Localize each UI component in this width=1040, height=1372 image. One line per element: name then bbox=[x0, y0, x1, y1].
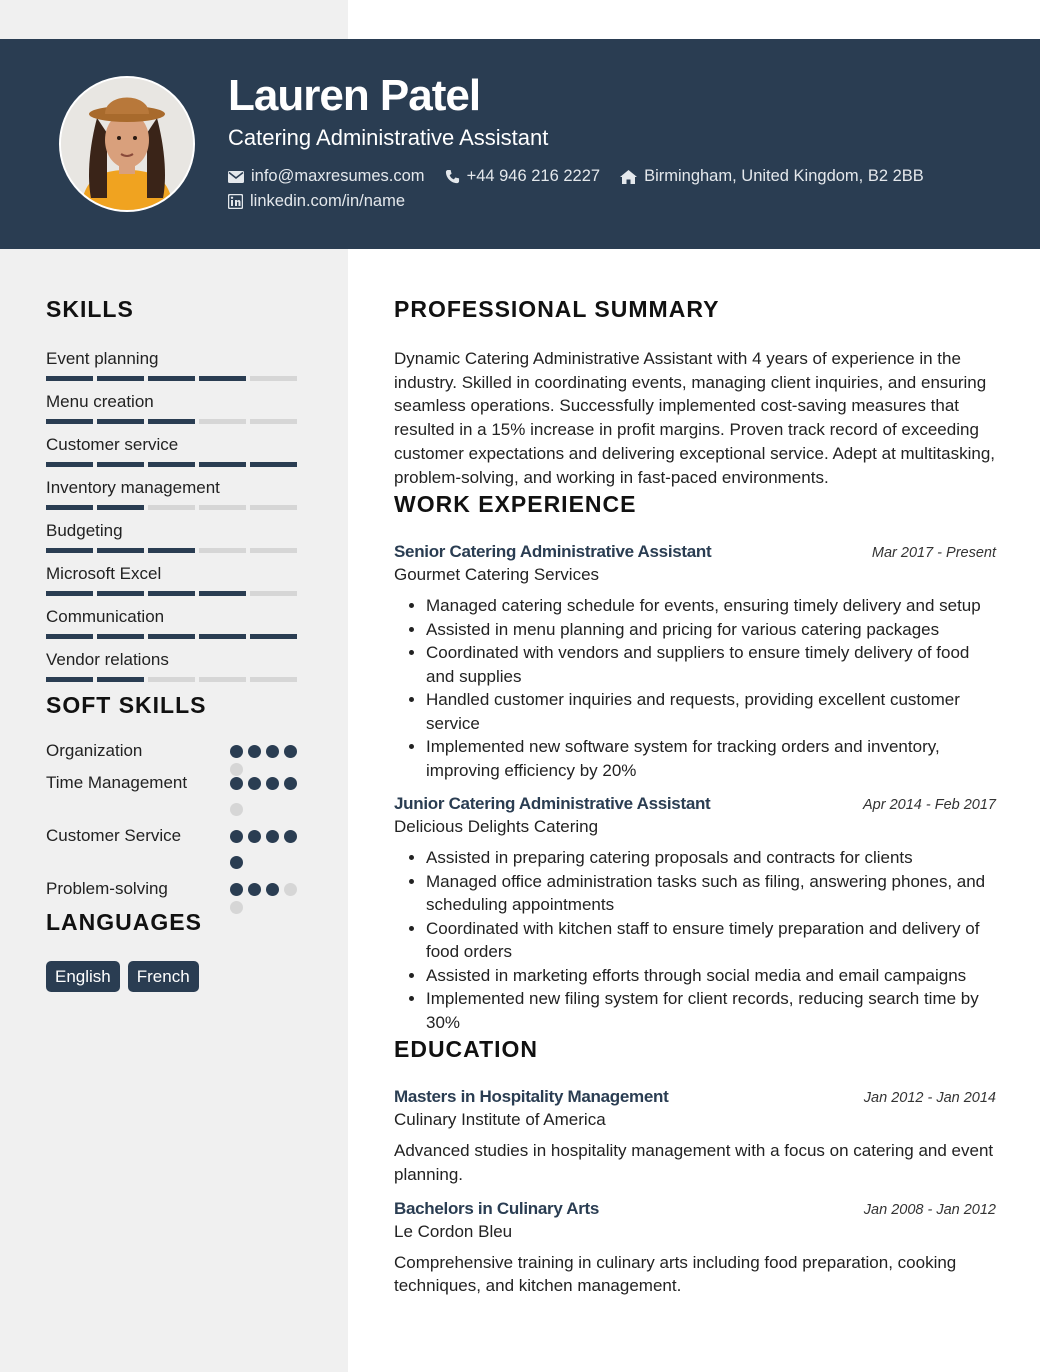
rating-dot bbox=[230, 901, 243, 914]
skill-level-segment bbox=[148, 591, 195, 596]
skill-level-segment bbox=[199, 591, 246, 596]
phone-icon bbox=[445, 169, 460, 184]
skill-item bbox=[46, 606, 302, 649]
rating-dot bbox=[230, 856, 243, 869]
rating-dot bbox=[248, 745, 261, 758]
language-chip: French bbox=[128, 961, 199, 992]
job-entry bbox=[394, 794, 996, 1034]
skill-item bbox=[46, 434, 302, 477]
skill-level-segment bbox=[97, 591, 144, 596]
skills-list bbox=[46, 348, 302, 692]
rating-dot bbox=[248, 883, 261, 896]
email-contact[interactable] bbox=[228, 167, 425, 186]
skill-level-bar bbox=[46, 462, 302, 467]
skill-level-segment bbox=[250, 677, 297, 682]
soft-skills-list bbox=[46, 739, 302, 910]
languages-heading: LANGUAGES bbox=[46, 909, 202, 935]
skill-level-segment bbox=[97, 505, 144, 510]
soft-skill-rating bbox=[230, 877, 302, 910]
contact-row bbox=[228, 167, 944, 186]
soft-skill-label: Customer Service bbox=[46, 826, 182, 845]
job-dates: Apr 2014 - Feb 2017 bbox=[862, 797, 996, 814]
home-icon bbox=[620, 170, 637, 184]
skill-level-bar bbox=[46, 548, 302, 553]
skill-level-segment bbox=[46, 677, 93, 682]
skill-level-segment bbox=[199, 419, 246, 424]
rating-dot bbox=[266, 745, 279, 758]
skill-level-bar bbox=[46, 505, 302, 510]
contact-row-2 bbox=[228, 192, 425, 211]
email-text: info@maxresumes.com bbox=[251, 167, 425, 185]
skill-level-segment bbox=[250, 548, 297, 553]
soft-skills-heading: SOFT SKILLS bbox=[46, 692, 207, 718]
degree-title: Bachelors in Culinary Arts bbox=[394, 1198, 600, 1218]
skill-item bbox=[46, 477, 302, 520]
soft-skill-item bbox=[46, 771, 302, 824]
address-contact bbox=[620, 167, 924, 186]
job-bullets bbox=[394, 846, 996, 1034]
profile-photo bbox=[59, 76, 195, 212]
soft-skill-label: Problem-solving bbox=[46, 879, 168, 898]
job-bullet: • Assisted in menu planning and pricing for various catering packages bbox=[426, 618, 996, 642]
skill-item bbox=[46, 348, 302, 391]
education-entry bbox=[394, 1199, 996, 1298]
skill-level-segment bbox=[199, 505, 246, 510]
soft-skill-rating bbox=[230, 771, 302, 824]
skill-label: Communication bbox=[46, 607, 165, 626]
rating-dot bbox=[284, 777, 297, 790]
skill-level-segment bbox=[199, 677, 246, 682]
language-chip: English bbox=[46, 961, 120, 992]
soft-skill-label: Time Management bbox=[46, 773, 188, 792]
candidate-title: Catering Administrative Assistant bbox=[228, 125, 549, 150]
rating-dot bbox=[284, 830, 297, 843]
skill-level-segment bbox=[250, 462, 297, 467]
soft-skill-item bbox=[46, 877, 302, 910]
job-header bbox=[394, 794, 996, 814]
skill-label: Vendor relations bbox=[46, 650, 169, 669]
job-bullet: • Coordinated with vendors and suppliers to ensure timely delivery of food and supplies bbox=[426, 641, 996, 688]
linkedin-contact[interactable] bbox=[228, 192, 405, 211]
skill-level-segment bbox=[148, 677, 195, 682]
skill-level-segment bbox=[46, 634, 93, 639]
rating-dot bbox=[266, 883, 279, 896]
job-header bbox=[394, 542, 996, 562]
skill-level-segment bbox=[97, 376, 144, 381]
job-bullet: • Managed catering schedule for events, ensuring timely delivery and setup bbox=[426, 594, 996, 618]
rating-dot bbox=[284, 745, 297, 758]
skill-level-segment bbox=[250, 591, 297, 596]
linkedin-icon bbox=[228, 194, 243, 209]
skill-level-segment bbox=[46, 462, 93, 467]
skill-level-segment bbox=[97, 462, 144, 467]
envelope-icon bbox=[228, 171, 244, 183]
experience-list bbox=[394, 542, 996, 1034]
education-heading: EDUCATION bbox=[394, 1036, 539, 1063]
job-title: Junior Catering Administrative Assistant bbox=[394, 794, 711, 814]
skill-level-segment bbox=[199, 634, 246, 639]
skill-level-segment bbox=[199, 462, 246, 467]
skill-item bbox=[46, 391, 302, 434]
skill-item bbox=[46, 563, 302, 606]
rating-dot bbox=[266, 777, 279, 790]
header-banner bbox=[0, 39, 1040, 249]
job-bullet: • Assisted in marketing efforts through social media and email campaigns bbox=[426, 964, 996, 988]
rating-dot bbox=[284, 883, 297, 896]
skill-level-segment bbox=[199, 376, 246, 381]
education-description: Advanced studies in hospitality management with a focus on catering and event planning. bbox=[394, 1141, 994, 1184]
rating-dot bbox=[248, 777, 261, 790]
phone-text: +44 946 216 2227 bbox=[466, 167, 601, 185]
job-entry bbox=[394, 542, 996, 782]
job-bullet: • Handled customer inquiries and requests, providing excellent customer service bbox=[426, 688, 996, 735]
skill-level-segment bbox=[250, 376, 297, 381]
job-bullets bbox=[394, 594, 996, 782]
skill-level-segment bbox=[250, 505, 297, 510]
summary-text: Dynamic Catering Administrative Assistant with 4 years of experience in the industry. Skilled in coordinating events, managing client inquiries, and ensuring seamless operations. Successfully implemented cost-saving measures that resulted in a 15% increase in profit margins. Proven track record of exceeding customer expectations and delivering exceptional service. Adept at multitasking, problem-solving, and working in fast-paced environments. bbox=[394, 349, 995, 487]
degree-title: Masters in Hospitality Management bbox=[394, 1087, 669, 1107]
job-dates: Mar 2017 - Present bbox=[871, 545, 996, 562]
soft-skill-rating bbox=[230, 824, 302, 877]
skill-label: Customer service bbox=[46, 435, 179, 454]
skill-level-segment bbox=[148, 462, 195, 467]
job-bullet: • Coordinated with kitchen staff to ensure timely preparation and delivery of food orders bbox=[426, 917, 996, 964]
education-list bbox=[394, 1087, 996, 1298]
rating-dot bbox=[248, 830, 261, 843]
education-description: Comprehensive training in culinary arts including food preparation, cooking techniques, and kitchen management. bbox=[394, 1252, 957, 1296]
job-title: Senior Catering Administrative Assistant bbox=[394, 542, 712, 562]
soft-skill-item bbox=[46, 739, 302, 771]
skill-level-bar bbox=[46, 591, 302, 596]
skill-level-segment bbox=[97, 419, 144, 424]
rating-dot bbox=[230, 745, 243, 758]
soft-skill-rating bbox=[230, 739, 302, 771]
candidate-name: Lauren Patel bbox=[228, 71, 481, 120]
phone-contact[interactable] bbox=[445, 167, 601, 186]
skill-label: Event planning bbox=[46, 349, 159, 368]
experience-heading: WORK EXPERIENCE bbox=[394, 491, 637, 518]
job-bullet: • Implemented new filing system for client records, reducing search time by 30% bbox=[426, 987, 996, 1034]
job-bullet: • Implemented new software system for tracking orders and inventory, improving efficiency by 20% bbox=[426, 735, 996, 782]
skill-level-segment bbox=[148, 376, 195, 381]
skill-label: Microsoft Excel bbox=[46, 564, 162, 583]
skill-level-segment bbox=[46, 591, 93, 596]
skill-level-segment bbox=[250, 419, 297, 424]
skill-label: Inventory management bbox=[46, 478, 220, 497]
right-column bbox=[394, 295, 996, 1298]
skill-level-bar bbox=[46, 634, 302, 639]
rating-dot bbox=[230, 830, 243, 843]
skill-level-segment bbox=[148, 634, 195, 639]
school-name: Le Cordon Bleu bbox=[394, 1221, 513, 1241]
left-column bbox=[46, 295, 302, 992]
skill-level-segment bbox=[148, 548, 195, 553]
summary-heading: PROFESSIONAL SUMMARY bbox=[394, 296, 720, 322]
company-name: Gourmet Catering Services bbox=[394, 565, 600, 585]
job-bullet: • Managed office administration tasks such as filing, answering phones, and scheduling appointments bbox=[426, 870, 996, 917]
skill-level-segment bbox=[46, 376, 93, 381]
skill-level-bar bbox=[46, 376, 302, 381]
skill-level-bar bbox=[46, 419, 302, 424]
skill-level-segment bbox=[46, 505, 93, 510]
company-name: Delicious Delights Catering bbox=[394, 817, 599, 837]
education-header bbox=[394, 1087, 996, 1107]
skill-level-segment bbox=[97, 548, 144, 553]
skill-level-segment bbox=[199, 548, 246, 553]
rating-dot bbox=[230, 803, 243, 816]
job-bullet: • Assisted in preparing catering proposals and contracts for clients bbox=[426, 846, 996, 870]
soft-skill-item bbox=[46, 824, 302, 877]
rating-dot bbox=[230, 777, 243, 790]
education-dates: Jan 2012 - Jan 2014 bbox=[863, 1090, 996, 1107]
skill-label: Menu creation bbox=[46, 392, 154, 411]
skill-level-segment bbox=[148, 505, 195, 510]
skill-item bbox=[46, 520, 302, 563]
education-dates: Jan 2008 - Jan 2012 bbox=[863, 1201, 996, 1218]
education-entry bbox=[394, 1087, 996, 1186]
skills-heading: SKILLS bbox=[46, 296, 134, 322]
skill-level-segment bbox=[148, 419, 195, 424]
skill-level-segment bbox=[97, 634, 144, 639]
skill-label: Budgeting bbox=[46, 521, 123, 540]
skill-level-segment bbox=[46, 548, 93, 553]
address-text: Birmingham, United Kingdom, B2 2BB bbox=[644, 167, 924, 185]
rating-dot bbox=[230, 883, 243, 896]
education-header bbox=[394, 1199, 996, 1219]
linkedin-text: linkedin.com/in/name bbox=[250, 192, 405, 210]
skill-level-bar bbox=[46, 677, 302, 682]
skill-level-segment bbox=[250, 634, 297, 639]
soft-skill-label: Organization bbox=[46, 741, 143, 760]
skill-level-segment bbox=[46, 419, 93, 424]
skill-level-segment bbox=[97, 677, 144, 682]
skill-item bbox=[46, 649, 302, 692]
school-name: Culinary Institute of America bbox=[394, 1110, 606, 1130]
languages-list bbox=[46, 961, 302, 992]
rating-dot bbox=[266, 830, 279, 843]
